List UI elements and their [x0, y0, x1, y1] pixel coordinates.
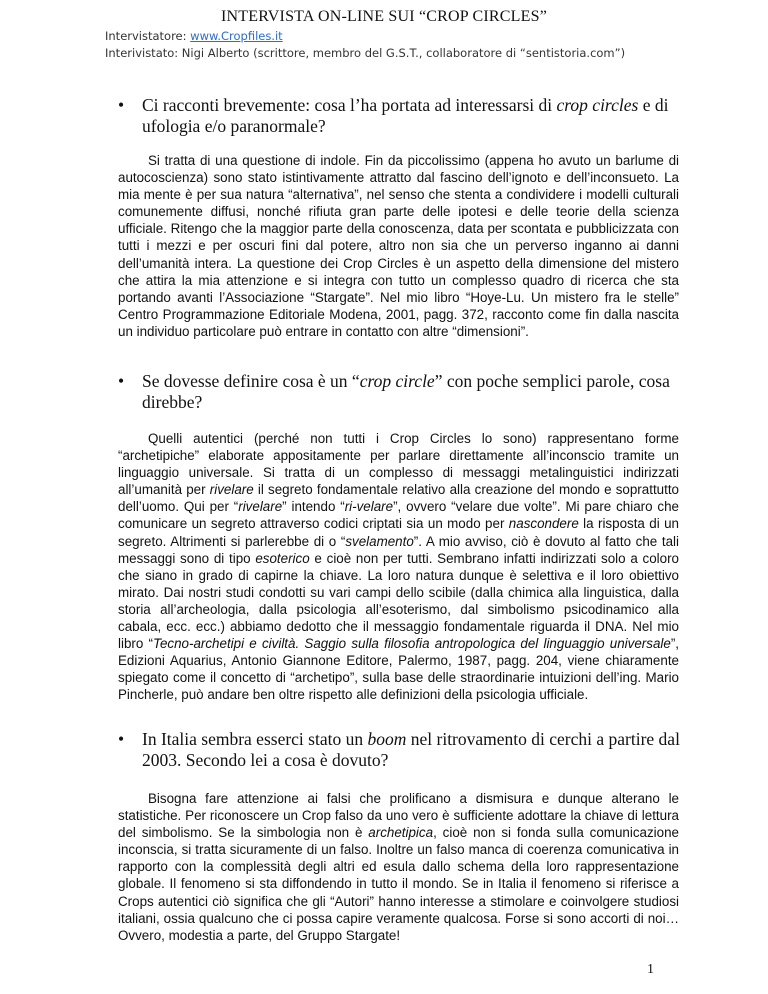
answer-text: il segreto fondamentale relativo alla creazione del mondo e soprattutto dell’uomo. Qui per “ — [118, 482, 679, 515]
bullet-icon: • — [118, 95, 125, 115]
answer-1: Si tratta di una questione di indole. Fin da piccolissimo (appena ho avuto un barlume di autocoscienza) sono stato istintivamente attratto dal fascino dell’ignoto e dell’inconsueto. La mia mente è per sua natura “alternativa”, nel senso che stenta a condividere i modelli culturali comunemente diffusi, nonché rifiuta gran parte delle ipotesi e delle teorie della scienza ufficiale. Ritengo che la maggior parte della conoscenza, data per scontata e pubblicizzata con tutti i mezzi e per oscuri fini dal potere, altro non sia che un perverso inganno ai danni dell’umanità intera. La questione dei Crop Circles è un aspetto della dimensione del mistero che attira la mia attenzione e si integra con tutto un complesso quadro di ricerca che sta portando avanti l’Associazione “Stargate”. Nel mio libro “Hoye-Lu. Un mistero fra le stelle” Centro Programmazione Editoriale Modena, 2001, pagg. 372, racconto come fin dalla nascita un individuo particolare può entrare in contatto con altre “dimensioni”. — [118, 153, 679, 339]
interviewer-link[interactable]: www.Cropfiles.it — [190, 29, 283, 43]
question-text: Ci racconti brevemente: cosa l’ha portata ad interessarsi di — [142, 95, 557, 115]
answer-emphasis: Tecno-archetipi e civiltà. Saggio sulla filosofia antropologica del linguaggio universale — [153, 636, 671, 652]
answer-text: ”. A mio avviso, ciò è dovuto al fatto che tali messaggi sono di tipo — [118, 533, 680, 566]
interviewee-line: Interivistato: Nigi Alberto (scrittore, membro del G.S.T., collaboratore di “sentistoria.com”) — [105, 46, 626, 60]
question-text: e di ufologia e/o paranormale? — [142, 95, 669, 136]
answer-text: ” intendo “ — [282, 499, 345, 515]
answer-emphasis: nascondere — [508, 516, 579, 532]
question-2 — [118, 371, 702, 413]
question-emphasis: crop circle — [359, 371, 435, 391]
question-emphasis: boom — [367, 729, 407, 749]
question-text: nel ritrovamento di cerchi a partire dal 2003. Secondo lei a cosa è dovuto? — [142, 729, 680, 770]
interviewer-label: Intervistatore: — [105, 29, 191, 43]
answer-emphasis: esoterico — [255, 550, 310, 566]
bullet-icon: • — [118, 371, 125, 391]
answer-text: ”, ovvero “velare due volte”. Mi pare chiaro che comunicare un segreto attraverso codici criptati sia un modo per — [118, 499, 679, 532]
question-text: ” con poche semplici parole, cosa direbbe? — [142, 371, 670, 412]
question-text: In Italia sembra esserci stato un — [142, 729, 368, 749]
answer-emphasis: archetipica — [368, 825, 434, 841]
answer-3 — [118, 790, 679, 944]
answer-text: , cioè non si fonda sulla comunicazione inconscia, si tratta sicuramente di un falso. Inoltre un falso manca di coerenza comunicativa in rapporto con la complessità degli altri ed esula dallo schema della loro rappresentazione globale. Il fenomeno si sta diffondendo in tutto il mondo. Se in Italia il fenomeno si riferisce a Crops autentici ciò significa che gli “Autori” hanno interesse a stimolare e coinvolgere studiosi italiani, ossia qualcuno che ci possa capire veramente qualcosa. Forse si sono accorti di noi… Ovvero, modestia a parte, del Gruppo Stargate! — [118, 825, 679, 943]
answer-2 — [118, 430, 679, 704]
answer-text: la risposta di un segreto. Altrimenti si parlerebbe di o “ — [118, 516, 679, 549]
answer-emphasis: rivelare — [209, 482, 254, 498]
question-text: Se dovesse definire cosa è un “ — [142, 371, 360, 391]
interviewer-line — [105, 29, 283, 43]
answer-emphasis: rivelare — [238, 499, 283, 515]
page-title: INTERVISTA ON-LINE SUI “CROP CIRCLES” — [220, 8, 547, 25]
question-1 — [118, 95, 702, 137]
answer-emphasis: svelamento — [345, 533, 414, 549]
answer-emphasis: ri-velare — [344, 499, 394, 515]
answer-text: ”, Edizioni Aquarius, Antonio Giannone Editore, Palermo, 1987, pagg. 204, viene chiaramente spiegato come il concetto di “archetipo”, sulla base delle straordinarie intuizioni dell’ing. Mario Pincherle, può andare ben oltre rispetto alle definizioni della psicologia ufficiale. — [118, 636, 679, 703]
answer-text: e cioè non per tutti. Sembrano infatti indirizzati solo a coloro che siano in grado di capirne la chiave. La loro natura dunque è selettiva e il loro obiettivo mirato. Dai nostri studi condotti su vari campi dello scibile (dalla chimica alla linguistica, dalla storia all’archeologia, dalla psicologia all’esoterismo, dal simbolismo psicodinamico alla cabala, ecc. ecc.) abbiamo dedotto che il messaggio fondamentale riguarda il DNA. Nel mio libro “ — [118, 550, 679, 652]
bullet-icon: • — [118, 729, 125, 749]
page-number: 1 — [647, 962, 654, 977]
question-3 — [118, 729, 702, 771]
question-emphasis: crop circles — [556, 95, 639, 115]
answer-text: Quelli autentici (perché non tutti i Crop Circles lo sono) rappresentano forme “archetipiche” elaborate appositamente per parlare direttamente all’inconscio tramite un linguaggio universale. Si tratta di un complesso di messaggi metalinguistici indirizzati all’umanità per — [118, 431, 679, 498]
answer-text: Bisogna fare attenzione ai falsi che prolificano a dismisura e dunque alterano le statistiche. Per riconoscere un Crop falso da uno vero è sufficiente adottare la chiave di lettura del simbolismo. Se la simbologia non è — [118, 791, 679, 841]
